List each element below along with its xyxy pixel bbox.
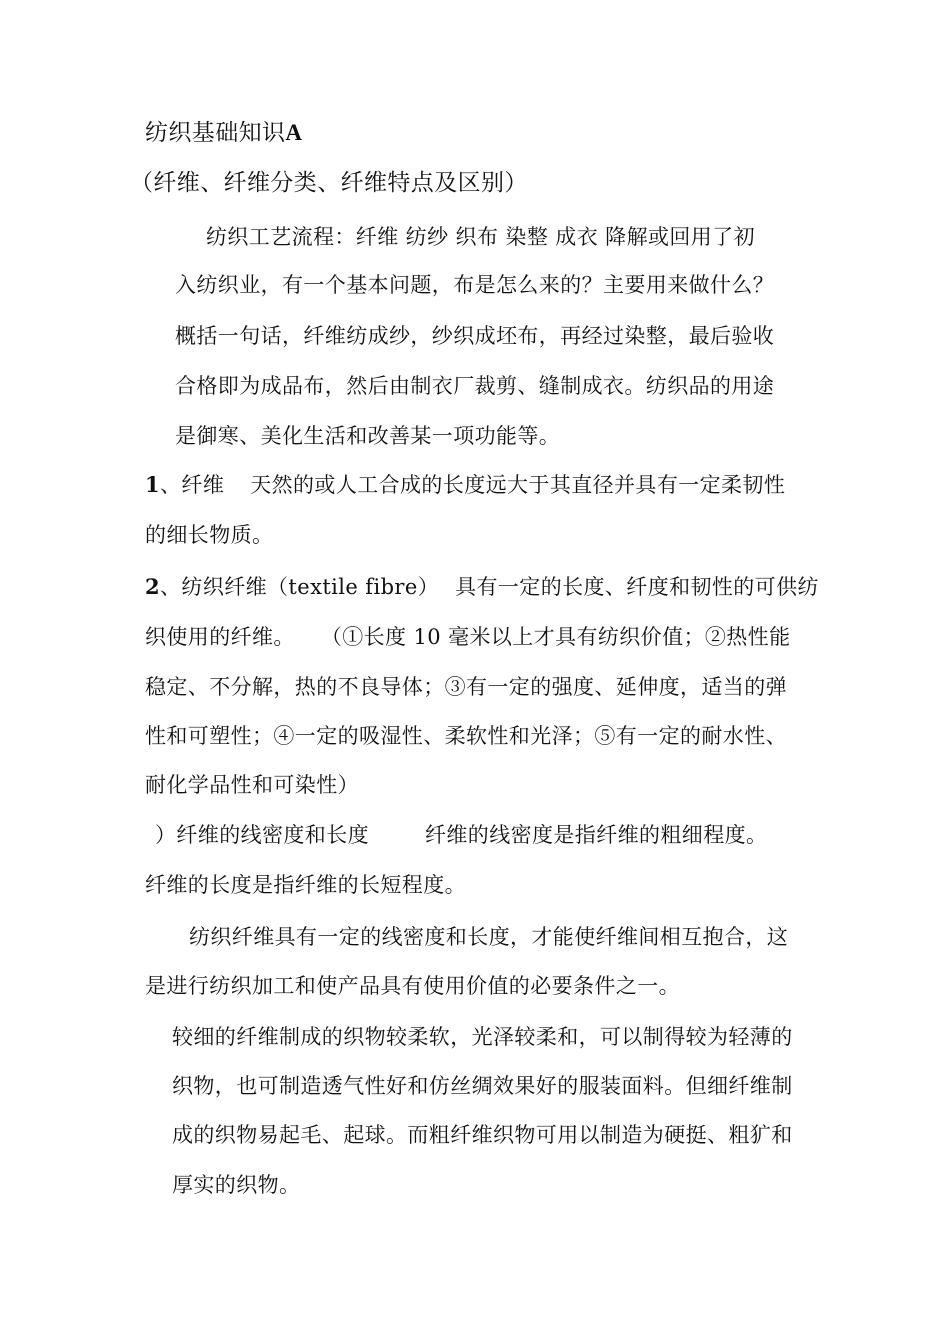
section-2-line-2b: （①长度 10 毫米以上才具有纺织价值；②热性能 <box>320 625 791 649</box>
subsection-text: 纤维的线密度是指纤维的粗细程度。 <box>425 823 768 847</box>
paragraph-b-line-4: 厚实的织物。 <box>172 1173 301 1197</box>
intro-line-3: 概括一句话，纤维纺成纱，纱织成坯布，再经过染整，最后验收 <box>175 324 775 348</box>
section-2-line-3: 稳定、不分解，热的不良导体；③有一定的强度、延伸度，适当的弹 <box>145 675 787 699</box>
subsection-line-1 <box>155 820 767 850</box>
section-2-line-4: 性和可塑性；④一定的吸湿性、柔软性和光泽；⑤有一定的耐水性、 <box>145 724 787 748</box>
section-2-line-2 <box>145 622 790 652</box>
section-1-line-1 <box>145 470 785 500</box>
document-title-suffix: A <box>285 120 303 145</box>
document-title <box>145 118 302 148</box>
subsection-heading: ）纤维的线密度和长度 <box>155 823 369 847</box>
paragraph-b-line-1: 较细的纤维制成的织物较柔软，光泽较柔和，可以制得较为轻薄的 <box>172 1025 793 1049</box>
intro-line-2: 入纺织业，有一个基本问题，布是怎么来的？主要用来做什么？ <box>175 273 775 297</box>
paragraph-b-line-2: 织物，也可制造透气性好和仿丝绸效果好的服装面料。但细纤维制 <box>172 1074 793 1098</box>
section-1-line-2: 的细长物质。 <box>145 523 274 547</box>
paragraph-a-line-2: 是进行纺织加工和使产品具有使用价值的必要条件之一。 <box>145 974 680 998</box>
paragraph-a-line-1: 纺织纤维具有一定的线密度和长度，才能使纤维间相互抱合，这 <box>189 925 789 949</box>
section-2-number: 2 <box>145 574 161 599</box>
intro-line-5: 是御寒、美化生活和改善某一项功能等。 <box>175 424 561 448</box>
section-1-heading: 、纤维 <box>160 473 225 497</box>
paragraph-b-line-3: 成的织物易起毛、起球。而粗纤维织物可用以制造为硬挺、粗犷和 <box>172 1123 793 1147</box>
section-2-heading: 、纺织纤维（textile fibre） <box>160 575 440 599</box>
section-2-line-5: 耐化学品性和可染性） <box>145 773 359 797</box>
intro-line-4: 合格即为成品布，然后由制衣厂裁剪、缝制成衣。纺织品的用途 <box>175 374 775 398</box>
section-1-text: 天然的或人工合成的长度远大于其直径并具有一定柔韧性 <box>250 473 786 497</box>
section-1-number: 1 <box>145 472 161 497</box>
section-2-text: 具有一定的长度、纤度和韧性的可供纺 <box>455 575 819 599</box>
subsection-line-2: 纤维的长度是指纤维的长短程度。 <box>145 873 466 897</box>
section-2-line-2a: 织使用的纤维。 <box>145 625 295 649</box>
section-2-line-1 <box>145 572 819 602</box>
document-title-text: 纺织基础知识 <box>145 120 286 146</box>
intro-line-1: 纺织工艺流程：纤维 纺纱 织布 染整 成衣 降解或回用了初 <box>206 225 755 249</box>
document-subtitle: （纤维、纤维分类、纤维特点及区别） <box>130 170 528 196</box>
